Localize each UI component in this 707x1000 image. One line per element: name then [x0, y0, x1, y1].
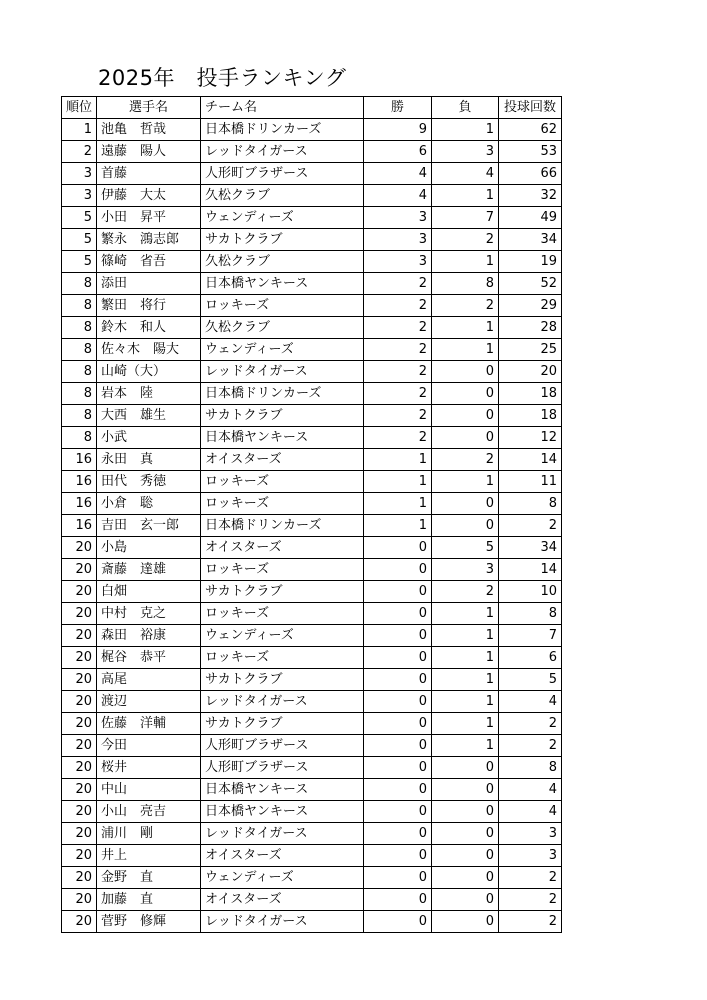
cell-losses: 1 [432, 713, 499, 735]
cell-losses: 0 [432, 779, 499, 801]
cell-player-name: 伊藤 大太 [97, 185, 201, 207]
cell-player-name: 中村 克之 [97, 603, 201, 625]
table-row [62, 867, 562, 889]
cell-losses: 3 [432, 141, 499, 163]
cell-innings-pitched: 2 [499, 889, 562, 911]
cell-innings-pitched: 12 [499, 427, 562, 449]
table-row [62, 493, 562, 515]
cell-innings-pitched: 49 [499, 207, 562, 229]
cell-rank: 16 [62, 449, 97, 471]
cell-team-name: サカトクラブ [201, 669, 364, 691]
cell-losses: 8 [432, 273, 499, 295]
cell-player-name: 金野 直 [97, 867, 201, 889]
cell-losses: 0 [432, 823, 499, 845]
cell-rank: 8 [62, 339, 97, 361]
cell-innings-pitched: 28 [499, 317, 562, 339]
cell-team-name: 日本橋ドリンカーズ [201, 383, 364, 405]
cell-rank: 8 [62, 295, 97, 317]
table-header-row [62, 97, 562, 119]
cell-rank: 20 [62, 735, 97, 757]
table-row [62, 471, 562, 493]
cell-rank: 20 [62, 713, 97, 735]
cell-player-name: 渡辺 [97, 691, 201, 713]
cell-wins: 0 [364, 911, 432, 933]
cell-player-name: 繁田 将行 [97, 295, 201, 317]
cell-rank: 20 [62, 691, 97, 713]
cell-wins: 1 [364, 449, 432, 471]
cell-rank: 16 [62, 515, 97, 537]
cell-wins: 0 [364, 801, 432, 823]
cell-rank: 8 [62, 427, 97, 449]
cell-wins: 4 [364, 185, 432, 207]
cell-losses: 0 [432, 361, 499, 383]
table-row [62, 911, 562, 933]
cell-player-name: 永田 真 [97, 449, 201, 471]
cell-player-name: 添田 [97, 273, 201, 295]
cell-team-name: レッドタイガース [201, 691, 364, 713]
cell-player-name: 今田 [97, 735, 201, 757]
cell-innings-pitched: 11 [499, 471, 562, 493]
cell-innings-pitched: 4 [499, 801, 562, 823]
cell-rank: 20 [62, 823, 97, 845]
table-row [62, 405, 562, 427]
cell-losses: 1 [432, 119, 499, 141]
cell-losses: 0 [432, 515, 499, 537]
header-rank: 順位 [62, 97, 97, 119]
cell-losses: 0 [432, 405, 499, 427]
cell-player-name: 首藤 [97, 163, 201, 185]
table-row [62, 361, 562, 383]
cell-rank: 20 [62, 801, 97, 823]
cell-innings-pitched: 6 [499, 647, 562, 669]
table-row [62, 559, 562, 581]
cell-wins: 4 [364, 163, 432, 185]
cell-innings-pitched: 2 [499, 867, 562, 889]
table-row [62, 845, 562, 867]
cell-innings-pitched: 8 [499, 493, 562, 515]
cell-losses: 5 [432, 537, 499, 559]
cell-player-name: 遠藤 陽人 [97, 141, 201, 163]
cell-team-name: レッドタイガース [201, 911, 364, 933]
cell-losses: 1 [432, 625, 499, 647]
cell-losses: 1 [432, 251, 499, 273]
cell-rank: 20 [62, 603, 97, 625]
cell-team-name: レッドタイガース [201, 141, 364, 163]
cell-innings-pitched: 5 [499, 669, 562, 691]
page-title: 2025年 投手ランキング [98, 66, 347, 90]
cell-player-name: 加藤 直 [97, 889, 201, 911]
cell-innings-pitched: 66 [499, 163, 562, 185]
cell-player-name: 鈴木 和人 [97, 317, 201, 339]
cell-losses: 0 [432, 911, 499, 933]
cell-losses: 0 [432, 889, 499, 911]
cell-rank: 8 [62, 405, 97, 427]
cell-rank: 20 [62, 581, 97, 603]
cell-wins: 2 [364, 405, 432, 427]
table-row [62, 449, 562, 471]
cell-team-name: ロッキーズ [201, 647, 364, 669]
cell-innings-pitched: 34 [499, 229, 562, 251]
table-row [62, 163, 562, 185]
cell-losses: 0 [432, 757, 499, 779]
cell-rank: 20 [62, 647, 97, 669]
cell-wins: 1 [364, 471, 432, 493]
table-row [62, 207, 562, 229]
cell-wins: 0 [364, 889, 432, 911]
cell-rank: 20 [62, 537, 97, 559]
cell-team-name: 人形町ブラザース [201, 735, 364, 757]
cell-innings-pitched: 32 [499, 185, 562, 207]
cell-innings-pitched: 34 [499, 537, 562, 559]
cell-rank: 20 [62, 845, 97, 867]
table-row [62, 339, 562, 361]
cell-losses: 7 [432, 207, 499, 229]
cell-wins: 0 [364, 669, 432, 691]
cell-losses: 0 [432, 383, 499, 405]
cell-losses: 2 [432, 229, 499, 251]
cell-innings-pitched: 8 [499, 757, 562, 779]
cell-wins: 2 [364, 427, 432, 449]
cell-player-name: 繁永 鴻志郎 [97, 229, 201, 251]
table-row [62, 141, 562, 163]
cell-wins: 2 [364, 339, 432, 361]
cell-rank: 16 [62, 493, 97, 515]
cell-team-name: サカトクラブ [201, 405, 364, 427]
table-row [62, 823, 562, 845]
table-row [62, 383, 562, 405]
table-row [62, 273, 562, 295]
cell-losses: 1 [432, 669, 499, 691]
table-row [62, 713, 562, 735]
cell-innings-pitched: 62 [499, 119, 562, 141]
cell-team-name: ロッキーズ [201, 493, 364, 515]
cell-innings-pitched: 2 [499, 735, 562, 757]
cell-rank: 1 [62, 119, 97, 141]
cell-player-name: 池亀 哲哉 [97, 119, 201, 141]
cell-player-name: 梶谷 恭平 [97, 647, 201, 669]
cell-losses: 1 [432, 603, 499, 625]
table-row [62, 691, 562, 713]
cell-team-name: オイスターズ [201, 889, 364, 911]
cell-innings-pitched: 10 [499, 581, 562, 603]
cell-losses: 1 [432, 339, 499, 361]
cell-wins: 0 [364, 779, 432, 801]
cell-losses: 1 [432, 317, 499, 339]
cell-team-name: 人形町ブラザース [201, 163, 364, 185]
cell-losses: 0 [432, 427, 499, 449]
cell-rank: 20 [62, 779, 97, 801]
cell-player-name: 斎藤 達雄 [97, 559, 201, 581]
cell-innings-pitched: 25 [499, 339, 562, 361]
cell-player-name: 佐々木 陽大 [97, 339, 201, 361]
cell-player-name: 白畑 [97, 581, 201, 603]
cell-innings-pitched: 18 [499, 383, 562, 405]
table-row [62, 581, 562, 603]
cell-team-name: ウェンディーズ [201, 867, 364, 889]
cell-rank: 16 [62, 471, 97, 493]
header-losses: 負 [432, 97, 499, 119]
table-body [62, 119, 562, 933]
cell-wins: 3 [364, 251, 432, 273]
cell-wins: 0 [364, 559, 432, 581]
cell-rank: 8 [62, 383, 97, 405]
cell-player-name: 菅野 修輝 [97, 911, 201, 933]
cell-losses: 2 [432, 581, 499, 603]
table-row [62, 295, 562, 317]
header-team-name: チーム名 [201, 97, 364, 119]
cell-innings-pitched: 4 [499, 691, 562, 713]
cell-team-name: オイスターズ [201, 449, 364, 471]
cell-player-name: 佐藤 洋輔 [97, 713, 201, 735]
cell-team-name: 久松クラブ [201, 185, 364, 207]
table-row [62, 779, 562, 801]
cell-wins: 3 [364, 207, 432, 229]
cell-player-name: 山崎（大） [97, 361, 201, 383]
cell-rank: 8 [62, 361, 97, 383]
cell-wins: 0 [364, 757, 432, 779]
table-row [62, 647, 562, 669]
cell-rank: 20 [62, 625, 97, 647]
cell-team-name: サカトクラブ [201, 229, 364, 251]
table-row [62, 537, 562, 559]
cell-team-name: ロッキーズ [201, 603, 364, 625]
table-row [62, 625, 562, 647]
cell-rank: 3 [62, 163, 97, 185]
cell-player-name: 小山 亮吉 [97, 801, 201, 823]
cell-losses: 1 [432, 647, 499, 669]
header-wins: 勝 [364, 97, 432, 119]
cell-wins: 0 [364, 625, 432, 647]
table-row [62, 603, 562, 625]
cell-team-name: ウェンディーズ [201, 339, 364, 361]
cell-wins: 0 [364, 735, 432, 757]
cell-rank: 20 [62, 911, 97, 933]
cell-team-name: サカトクラブ [201, 581, 364, 603]
table-row [62, 317, 562, 339]
cell-player-name: 大西 雄生 [97, 405, 201, 427]
cell-innings-pitched: 2 [499, 515, 562, 537]
cell-player-name: 吉田 玄一郎 [97, 515, 201, 537]
cell-innings-pitched: 29 [499, 295, 562, 317]
cell-innings-pitched: 14 [499, 449, 562, 471]
cell-team-name: 日本橋ドリンカーズ [201, 515, 364, 537]
table-row [62, 669, 562, 691]
cell-player-name: 浦川 剛 [97, 823, 201, 845]
cell-team-name: サカトクラブ [201, 713, 364, 735]
cell-rank: 20 [62, 867, 97, 889]
cell-rank: 20 [62, 889, 97, 911]
cell-innings-pitched: 4 [499, 779, 562, 801]
table-row [62, 757, 562, 779]
cell-player-name: 小島 [97, 537, 201, 559]
cell-losses: 4 [432, 163, 499, 185]
cell-team-name: 日本橋ヤンキース [201, 779, 364, 801]
cell-team-name: 日本橋ヤンキース [201, 801, 364, 823]
table-row [62, 427, 562, 449]
cell-losses: 0 [432, 801, 499, 823]
cell-innings-pitched: 8 [499, 603, 562, 625]
table-row [62, 515, 562, 537]
table-row [62, 251, 562, 273]
cell-wins: 0 [364, 823, 432, 845]
cell-team-name: レッドタイガース [201, 361, 364, 383]
cell-wins: 2 [364, 273, 432, 295]
cell-rank: 8 [62, 317, 97, 339]
cell-wins: 2 [364, 317, 432, 339]
cell-team-name: ウェンディーズ [201, 207, 364, 229]
cell-wins: 0 [364, 537, 432, 559]
cell-player-name: 小倉 聡 [97, 493, 201, 515]
cell-rank: 20 [62, 559, 97, 581]
table-row [62, 889, 562, 911]
cell-wins: 9 [364, 119, 432, 141]
cell-wins: 2 [364, 361, 432, 383]
cell-losses: 0 [432, 493, 499, 515]
cell-team-name: 人形町ブラザース [201, 757, 364, 779]
cell-rank: 5 [62, 251, 97, 273]
cell-wins: 3 [364, 229, 432, 251]
cell-innings-pitched: 53 [499, 141, 562, 163]
table-row [62, 185, 562, 207]
cell-team-name: 日本橋ドリンカーズ [201, 119, 364, 141]
cell-rank: 5 [62, 229, 97, 251]
cell-innings-pitched: 19 [499, 251, 562, 273]
cell-innings-pitched: 18 [499, 405, 562, 427]
cell-wins: 2 [364, 383, 432, 405]
cell-player-name: 中山 [97, 779, 201, 801]
cell-wins: 1 [364, 493, 432, 515]
cell-losses: 1 [432, 471, 499, 493]
cell-losses: 3 [432, 559, 499, 581]
cell-team-name: オイスターズ [201, 537, 364, 559]
cell-wins: 0 [364, 647, 432, 669]
cell-rank: 8 [62, 273, 97, 295]
cell-wins: 0 [364, 581, 432, 603]
cell-wins: 1 [364, 515, 432, 537]
table-row [62, 801, 562, 823]
header-innings-pitched: 投球回数 [499, 97, 562, 119]
cell-team-name: ロッキーズ [201, 559, 364, 581]
cell-rank: 3 [62, 185, 97, 207]
cell-wins: 2 [364, 295, 432, 317]
cell-team-name: 久松クラブ [201, 317, 364, 339]
cell-rank: 5 [62, 207, 97, 229]
cell-losses: 2 [432, 295, 499, 317]
cell-player-name: 桜井 [97, 757, 201, 779]
cell-losses: 1 [432, 185, 499, 207]
cell-losses: 1 [432, 735, 499, 757]
cell-player-name: 森田 裕康 [97, 625, 201, 647]
cell-rank: 20 [62, 757, 97, 779]
cell-wins: 6 [364, 141, 432, 163]
header-player-name: 選手名 [97, 97, 201, 119]
cell-wins: 0 [364, 713, 432, 735]
cell-innings-pitched: 7 [499, 625, 562, 647]
cell-team-name: レッドタイガース [201, 823, 364, 845]
cell-team-name: 久松クラブ [201, 251, 364, 273]
cell-player-name: 小武 [97, 427, 201, 449]
cell-team-name: オイスターズ [201, 845, 364, 867]
cell-rank: 20 [62, 669, 97, 691]
cell-team-name: 日本橋ヤンキース [201, 427, 364, 449]
cell-wins: 0 [364, 691, 432, 713]
cell-wins: 0 [364, 603, 432, 625]
cell-losses: 2 [432, 449, 499, 471]
cell-player-name: 井上 [97, 845, 201, 867]
cell-innings-pitched: 52 [499, 273, 562, 295]
cell-losses: 1 [432, 691, 499, 713]
cell-player-name: 篠崎 省吾 [97, 251, 201, 273]
table-row [62, 119, 562, 141]
cell-team-name: ロッキーズ [201, 471, 364, 493]
cell-losses: 0 [432, 845, 499, 867]
cell-team-name: ウェンディーズ [201, 625, 364, 647]
cell-rank: 2 [62, 141, 97, 163]
cell-wins: 0 [364, 845, 432, 867]
cell-innings-pitched: 2 [499, 911, 562, 933]
cell-innings-pitched: 20 [499, 361, 562, 383]
cell-player-name: 田代 秀徳 [97, 471, 201, 493]
cell-player-name: 高尾 [97, 669, 201, 691]
cell-innings-pitched: 2 [499, 713, 562, 735]
cell-player-name: 小田 昇平 [97, 207, 201, 229]
cell-wins: 0 [364, 867, 432, 889]
cell-losses: 0 [432, 867, 499, 889]
cell-player-name: 岩本 陸 [97, 383, 201, 405]
table-row [62, 229, 562, 251]
cell-innings-pitched: 3 [499, 823, 562, 845]
cell-team-name: ロッキーズ [201, 295, 364, 317]
cell-innings-pitched: 3 [499, 845, 562, 867]
cell-team-name: 日本橋ヤンキース [201, 273, 364, 295]
pitcher-ranking-table [61, 96, 562, 933]
table-row [62, 735, 562, 757]
cell-innings-pitched: 14 [499, 559, 562, 581]
